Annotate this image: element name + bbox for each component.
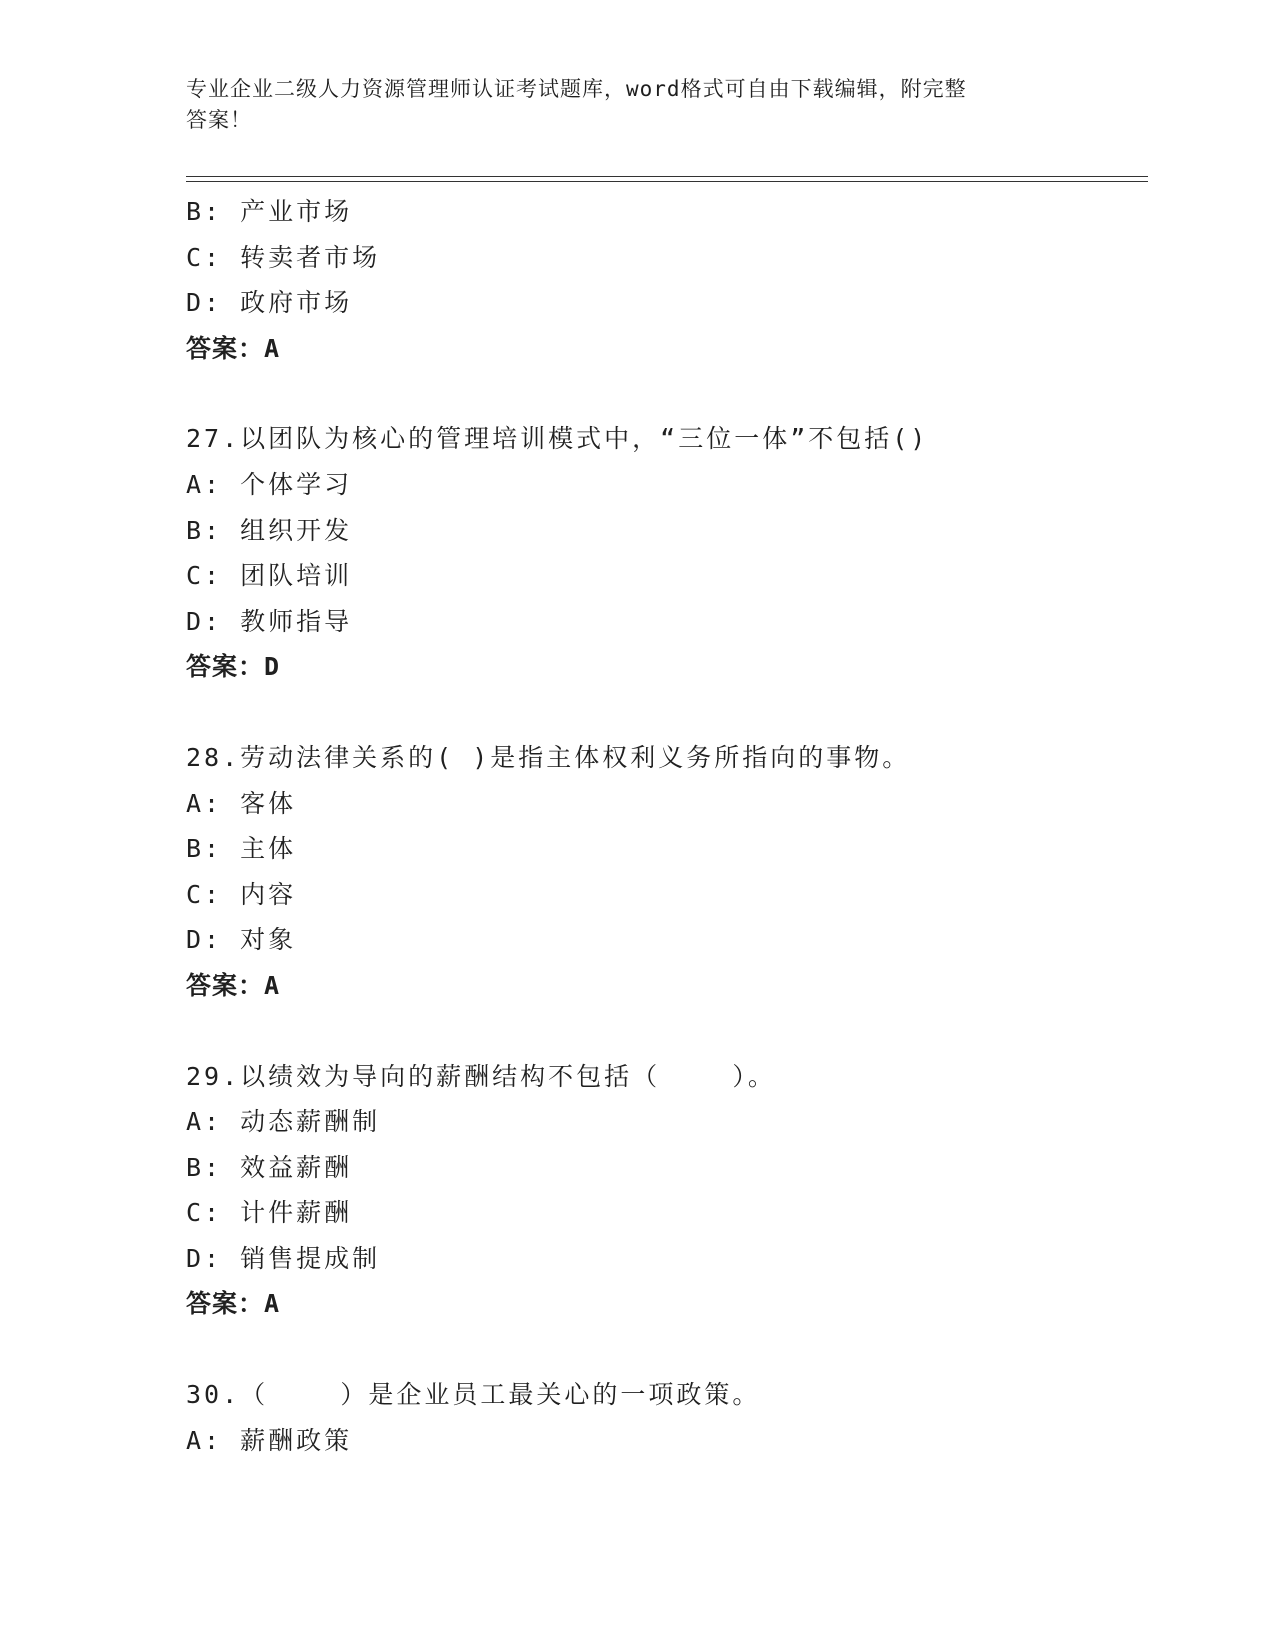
option-a: A: 动态薪酬制 xyxy=(186,1107,381,1137)
question-28 xyxy=(186,735,1146,1009)
question-stem: 29.以绩效为导向的薪酬结构不包括（ ）。 xyxy=(186,1061,776,1091)
question-26-continued xyxy=(186,189,1146,371)
option-a: A: 薪酬政策 xyxy=(186,1425,353,1455)
answer-line: 答案：A xyxy=(186,1289,281,1319)
option-b: B: 组织开发 xyxy=(186,515,353,545)
option-b: B: 效益薪酬 xyxy=(186,1152,353,1182)
option-c: C: 团队培训 xyxy=(186,561,353,591)
question-29 xyxy=(186,1054,1146,1328)
document-header xyxy=(186,74,1066,136)
option-b: B: 主体 xyxy=(186,834,297,864)
option-a: A: 个体学习 xyxy=(186,469,353,499)
header-line-2: 答案！ xyxy=(186,108,252,132)
answer-line: 答案：A xyxy=(186,970,281,1000)
question-30 xyxy=(186,1372,1146,1463)
spacer xyxy=(186,1327,1146,1372)
option-d: D: 销售提成制 xyxy=(186,1243,381,1273)
question-stem: 28.劳动法律关系的( )是指主体权利义务所指向的事物。 xyxy=(186,742,911,772)
option-b: B: 产业市场 xyxy=(186,197,353,226)
question-27 xyxy=(186,416,1146,690)
header-divider-top xyxy=(186,176,1148,177)
question-list xyxy=(186,189,1146,1463)
question-stem: 30.（ ）是企业员工最关心的一项政策。 xyxy=(186,1380,761,1410)
option-c: C: 内容 xyxy=(186,879,297,909)
answer-line: 答案：D xyxy=(186,652,281,682)
option-d: D: 对象 xyxy=(186,925,297,955)
spacer xyxy=(186,1009,1146,1054)
option-c: C: 转卖者市场 xyxy=(186,242,381,272)
answer-line: 答案：A xyxy=(186,333,281,363)
option-a: A: 客体 xyxy=(186,788,297,818)
spacer xyxy=(186,371,1146,416)
header-divider-bottom xyxy=(186,181,1148,182)
header-line-1: 专业企业二级人力资源管理师认证考试题库，word格式可自由下载编辑，附完整 xyxy=(186,77,967,101)
option-d: D: 政府市场 xyxy=(186,288,353,318)
option-c: C: 计件薪酬 xyxy=(186,1198,353,1228)
question-stem: 27.以团队为核心的管理培训模式中，“三位一体”不包括() xyxy=(186,424,929,454)
spacer xyxy=(186,690,1146,735)
option-d: D: 教师指导 xyxy=(186,606,353,636)
